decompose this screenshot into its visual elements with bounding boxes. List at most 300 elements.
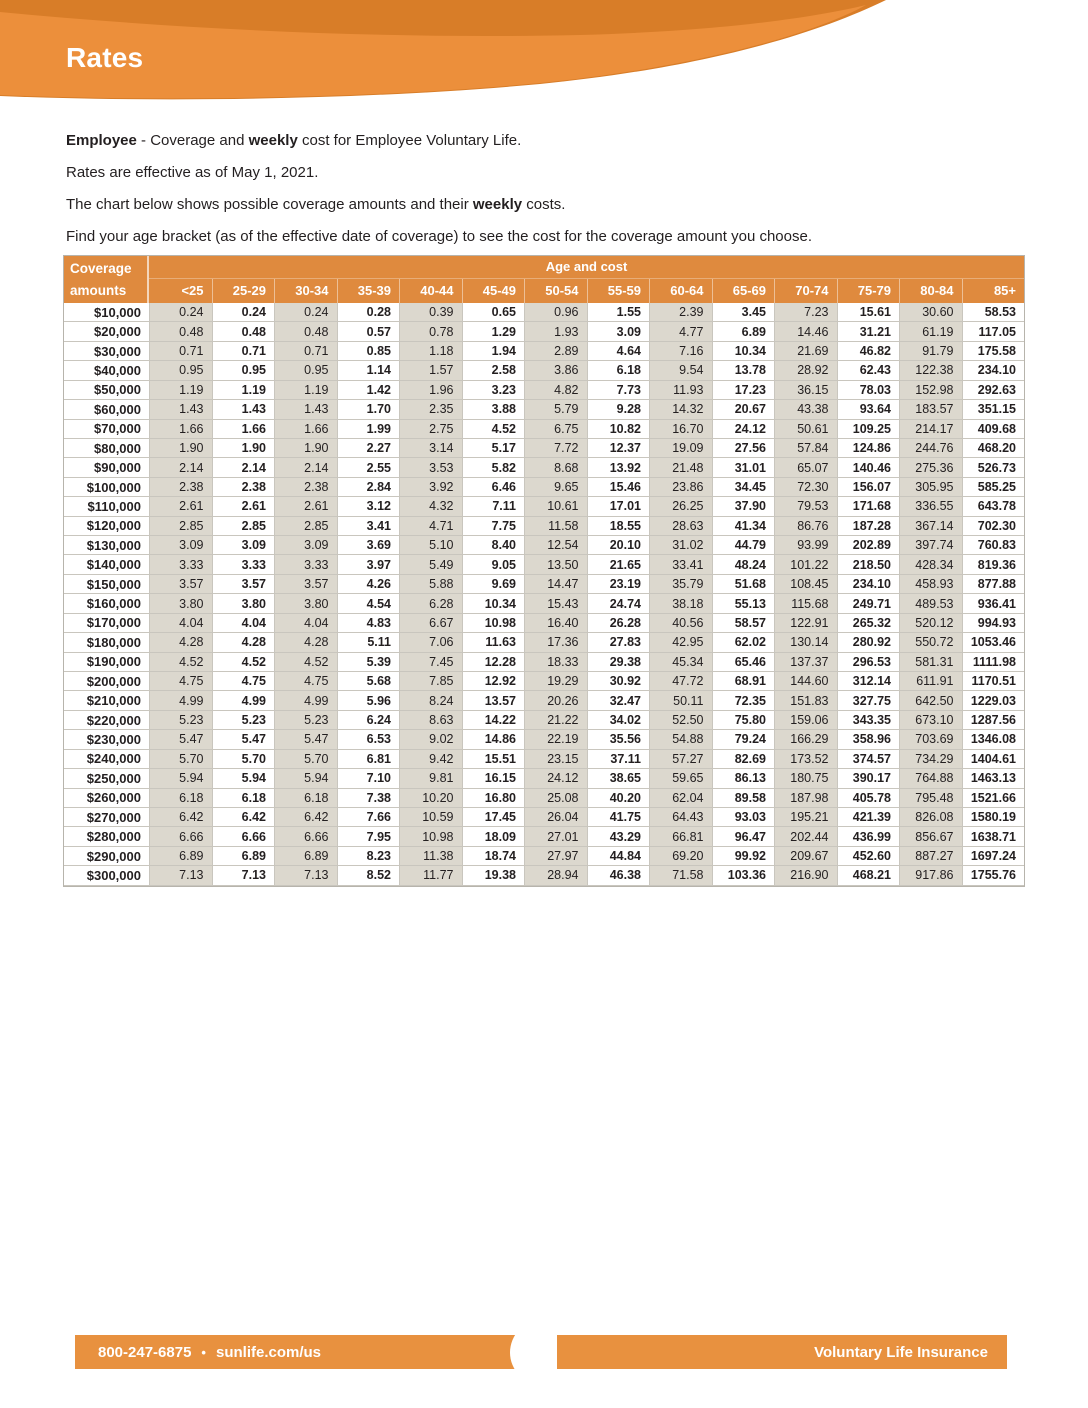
rate-cell: 27.01	[524, 827, 587, 846]
rate-cell: 8.63	[399, 711, 462, 730]
rate-cell: 64.43	[649, 808, 712, 827]
rate-cell: 6.89	[712, 322, 775, 341]
rate-cell: 14.47	[524, 575, 587, 594]
rate-cell: 122.38	[899, 361, 962, 380]
rate-cell: 3.09	[274, 536, 337, 555]
rate-cell: 15.46	[587, 478, 650, 497]
rate-cell: 51.68	[712, 575, 775, 594]
rate-cell: 5.96	[337, 691, 400, 710]
rate-cell: 4.04	[274, 614, 337, 633]
rate-cell: 57.27	[649, 750, 712, 769]
rate-cell: 4.77	[649, 322, 712, 341]
rate-cell: 4.28	[274, 633, 337, 652]
rate-cell: 351.15	[962, 400, 1025, 419]
rate-cell: 175.58	[962, 342, 1025, 361]
rate-cell: 183.57	[899, 400, 962, 419]
table-row	[64, 789, 1024, 808]
rate-cell: 234.10	[837, 575, 900, 594]
rate-cell: 764.88	[899, 769, 962, 788]
rate-cell: 65.07	[774, 458, 837, 477]
rate-cell: 452.60	[837, 847, 900, 866]
table-row	[64, 517, 1024, 536]
rate-cell: 28.94	[524, 866, 587, 885]
rate-cell: 28.63	[649, 517, 712, 536]
rate-cell: 5.23	[212, 711, 275, 730]
rate-cell: 38.65	[587, 769, 650, 788]
rate-cell: 23.19	[587, 575, 650, 594]
rate-cell: 13.78	[712, 361, 775, 380]
age-bracket-header-row	[149, 279, 1024, 303]
coverage-amount-cell: $120,000	[64, 517, 149, 536]
rate-cell: 11.58	[524, 517, 587, 536]
rate-cell: 305.95	[899, 478, 962, 497]
rate-cell: 6.89	[149, 847, 212, 866]
rate-cell: 20.10	[587, 536, 650, 555]
rate-cell: 643.78	[962, 497, 1025, 516]
rate-cell: 6.24	[337, 711, 400, 730]
rate-cell: 3.57	[212, 575, 275, 594]
rate-cell: 1.66	[212, 420, 275, 439]
rate-cell: 1.29	[462, 322, 525, 341]
rate-cell: 47.72	[649, 672, 712, 691]
rate-cell: 6.75	[524, 420, 587, 439]
rate-cell: 34.45	[712, 478, 775, 497]
coverage-amount-cell: $40,000	[64, 361, 149, 380]
rate-cell: 3.57	[274, 575, 337, 594]
rate-cell: 24.12	[712, 420, 775, 439]
age-header-80-84: 80-84	[899, 279, 962, 303]
rate-cell: 18.09	[462, 827, 525, 846]
rate-cell: 19.09	[649, 439, 712, 458]
rate-cell: 30.60	[899, 303, 962, 322]
rate-cell: 1.19	[149, 381, 212, 400]
rate-cell: 5.23	[274, 711, 337, 730]
table-row	[64, 808, 1024, 827]
rate-cell: 312.14	[837, 672, 900, 691]
rate-cell: 3.33	[212, 555, 275, 574]
table-header	[64, 256, 1024, 303]
rate-cell: 218.50	[837, 555, 900, 574]
rate-cell: 27.97	[524, 847, 587, 866]
rate-cell: 4.32	[399, 497, 462, 516]
rate-cell: 6.28	[399, 594, 462, 613]
table-row	[64, 342, 1024, 361]
coverage-amount-cell: $300,000	[64, 866, 149, 885]
rate-cell: 109.25	[837, 420, 900, 439]
rate-cell: 4.75	[274, 672, 337, 691]
rate-cell: 0.24	[274, 303, 337, 322]
rate-cell: 887.27	[899, 847, 962, 866]
rate-cell: 6.81	[337, 750, 400, 769]
coverage-amount-cell: $140,000	[64, 555, 149, 574]
rate-cell: 1053.46	[962, 633, 1025, 652]
rate-cell: 0.71	[212, 342, 275, 361]
rate-cell: 6.66	[149, 827, 212, 846]
rate-cell: 28.92	[774, 361, 837, 380]
rate-cell: 4.52	[462, 420, 525, 439]
rate-cell: 1755.76	[962, 866, 1025, 885]
rate-cell: 19.29	[524, 672, 587, 691]
rate-cell: 2.38	[149, 478, 212, 497]
rate-cell: 82.69	[712, 750, 775, 769]
age-header-50-54: 50-54	[524, 279, 587, 303]
rate-cell: 41.34	[712, 517, 775, 536]
rate-cell: 72.30	[774, 478, 837, 497]
rate-cell: 2.14	[212, 458, 275, 477]
rate-cell: 5.88	[399, 575, 462, 594]
rate-cell: 5.47	[274, 730, 337, 749]
rate-cell: 144.60	[774, 672, 837, 691]
rate-cell: 3.23	[462, 381, 525, 400]
rate-cell: 26.25	[649, 497, 712, 516]
rate-cell: 2.61	[149, 497, 212, 516]
rate-cell: 4.82	[524, 381, 587, 400]
rate-cell: 1.19	[212, 381, 275, 400]
rate-cell: 9.28	[587, 400, 650, 419]
coverage-amount-cell: $190,000	[64, 653, 149, 672]
rate-cell: 9.05	[462, 555, 525, 574]
rate-cell: 819.36	[962, 555, 1025, 574]
rate-cell: 124.86	[837, 439, 900, 458]
rate-cell: 12.54	[524, 536, 587, 555]
rate-cell: 5.68	[337, 672, 400, 691]
rate-cell: 32.47	[587, 691, 650, 710]
rate-cell: 5.82	[462, 458, 525, 477]
rate-cell: 6.18	[149, 789, 212, 808]
rate-cell: 7.72	[524, 439, 587, 458]
rate-cell: 7.73	[587, 381, 650, 400]
rate-cell: 0.78	[399, 322, 462, 341]
rate-cell: 1.90	[212, 439, 275, 458]
rate-cell: 26.28	[587, 614, 650, 633]
rate-cell: 9.42	[399, 750, 462, 769]
coverage-amount-cell: $50,000	[64, 381, 149, 400]
coverage-amount-cell: $60,000	[64, 400, 149, 419]
rate-cell: 66.81	[649, 827, 712, 846]
rate-cell: 37.90	[712, 497, 775, 516]
rate-cell: 14.86	[462, 730, 525, 749]
rate-cell: 3.09	[149, 536, 212, 555]
rate-cell: 25.08	[524, 789, 587, 808]
rate-cell: 27.83	[587, 633, 650, 652]
rate-cell: 10.82	[587, 420, 650, 439]
rate-cell: 5.94	[149, 769, 212, 788]
rate-cell: 436.99	[837, 827, 900, 846]
footer-bullet-separator: •	[201, 1344, 206, 1360]
rate-cell: 24.74	[587, 594, 650, 613]
rate-cell: 409.68	[962, 420, 1025, 439]
rate-cell: 0.95	[274, 361, 337, 380]
rate-cell: 7.13	[149, 866, 212, 885]
intro-line-4: Find your age bracket (as of the effective date of coverage) to see the cost for the coverage amount you choose.	[66, 228, 812, 245]
table-row	[64, 420, 1024, 439]
rate-cell: 68.91	[712, 672, 775, 691]
coverage-amount-cell: $150,000	[64, 575, 149, 594]
coverage-amount-cell: $270,000	[64, 808, 149, 827]
rate-cell: 0.95	[212, 361, 275, 380]
table-row	[64, 555, 1024, 574]
rate-cell: 16.40	[524, 614, 587, 633]
rate-cell: 15.51	[462, 750, 525, 769]
rate-cell: 11.93	[649, 381, 712, 400]
rate-cell: 6.42	[212, 808, 275, 827]
coverage-amount-cell: $80,000	[64, 439, 149, 458]
rate-cell: 9.81	[399, 769, 462, 788]
rate-cell: 6.89	[274, 847, 337, 866]
rate-cell: 1638.71	[962, 827, 1025, 846]
rate-cell: 1287.56	[962, 711, 1025, 730]
rate-cell: 180.75	[774, 769, 837, 788]
rate-cell: 46.38	[587, 866, 650, 885]
age-header-35-39: 35-39	[337, 279, 400, 303]
rate-cell: 5.94	[212, 769, 275, 788]
rate-cell: 23.15	[524, 750, 587, 769]
table-row	[64, 691, 1024, 710]
rate-cell: 10.59	[399, 808, 462, 827]
rate-cell: 0.48	[274, 322, 337, 341]
rate-cell: 1170.51	[962, 672, 1025, 691]
rate-cell: 137.37	[774, 653, 837, 672]
age-header-60-64: 60-64	[649, 279, 712, 303]
rate-cell: 1.43	[212, 400, 275, 419]
rate-cell: 14.22	[462, 711, 525, 730]
rate-cell: 3.33	[274, 555, 337, 574]
rate-cell: 27.56	[712, 439, 775, 458]
rate-cell: 11.77	[399, 866, 462, 885]
rate-cell: 936.41	[962, 594, 1025, 613]
rate-cell: 3.09	[212, 536, 275, 555]
rate-cell: 117.05	[962, 322, 1025, 341]
table-row	[64, 750, 1024, 769]
rate-cell: 10.34	[462, 594, 525, 613]
rate-cell: 6.46	[462, 478, 525, 497]
rate-cell: 327.75	[837, 691, 900, 710]
coverage-amount-cell: $160,000	[64, 594, 149, 613]
rate-cell: 468.20	[962, 439, 1025, 458]
rate-cell: 22.19	[524, 730, 587, 749]
rate-cell: 1.93	[524, 322, 587, 341]
age-header-<25: <25	[181, 283, 204, 298]
rate-cell: 0.65	[462, 303, 525, 322]
rate-cell: 79.53	[774, 497, 837, 516]
rate-cell: 7.13	[212, 866, 275, 885]
rate-cell: 96.47	[712, 827, 775, 846]
rate-cell: 140.46	[837, 458, 900, 477]
rate-cell: 0.71	[274, 342, 337, 361]
rate-cell: 1.18	[399, 342, 462, 361]
rate-cell: 994.93	[962, 614, 1025, 633]
coverage-amount-cell: $70,000	[64, 420, 149, 439]
rate-cell: 69.20	[649, 847, 712, 866]
rate-cell: 89.58	[712, 789, 775, 808]
rate-cell: 4.28	[212, 633, 275, 652]
rate-cell: 6.18	[274, 789, 337, 808]
coverage-amount-cell: $90,000	[64, 458, 149, 477]
rate-cell: 152.98	[899, 381, 962, 400]
rate-cell: 30.92	[587, 672, 650, 691]
rate-cell: 0.39	[399, 303, 462, 322]
rate-cell: 3.80	[274, 594, 337, 613]
rate-cell: 17.23	[712, 381, 775, 400]
rate-cell: 4.52	[212, 653, 275, 672]
rate-cell: 4.83	[337, 614, 400, 633]
rate-cell: 2.38	[212, 478, 275, 497]
rate-cell: 31.01	[712, 458, 775, 477]
age-header-40-44: 40-44	[399, 279, 462, 303]
rate-cell: 13.50	[524, 555, 587, 574]
rate-cell: 367.14	[899, 517, 962, 536]
rate-cell: 171.68	[837, 497, 900, 516]
rate-cell: 45.34	[649, 653, 712, 672]
rate-cell: 44.84	[587, 847, 650, 866]
rate-cell: 6.89	[212, 847, 275, 866]
table-row	[64, 730, 1024, 749]
rate-cell: 5.94	[274, 769, 337, 788]
rate-cell: 249.71	[837, 594, 900, 613]
rate-cell: 2.55	[337, 458, 400, 477]
rate-cell: 1.55	[587, 303, 650, 322]
rate-cell: 4.26	[337, 575, 400, 594]
rate-cell: 55.13	[712, 594, 775, 613]
rate-cell: 79.24	[712, 730, 775, 749]
coverage-amount-cell: $260,000	[64, 789, 149, 808]
header-banner	[0, 0, 1088, 115]
rate-cell: 1.57	[399, 361, 462, 380]
rate-cell: 3.97	[337, 555, 400, 574]
rate-cell: 58.57	[712, 614, 775, 633]
rate-cell: 21.22	[524, 711, 587, 730]
rate-cell: 9.65	[524, 478, 587, 497]
rate-cell: 4.04	[212, 614, 275, 633]
rate-cell: 108.45	[774, 575, 837, 594]
rate-cell: 46.82	[837, 342, 900, 361]
coverage-amount-cell: $290,000	[64, 847, 149, 866]
rate-cell: 103.36	[712, 866, 775, 885]
rate-cell: 8.23	[337, 847, 400, 866]
rate-cell: 93.03	[712, 808, 775, 827]
rate-cell: 5.79	[524, 400, 587, 419]
age-header-55-59: 55-59	[587, 279, 650, 303]
rate-cell: 17.01	[587, 497, 650, 516]
coverage-amount-cell: $230,000	[64, 730, 149, 749]
rate-cell: 468.21	[837, 866, 900, 885]
rate-cell: 21.65	[587, 555, 650, 574]
rate-cell: 0.85	[337, 342, 400, 361]
rate-cell: 1.14	[337, 361, 400, 380]
rate-cell: 54.88	[649, 730, 712, 749]
rate-cell: 2.84	[337, 478, 400, 497]
table-body	[64, 303, 1024, 886]
rate-cell: 856.67	[899, 827, 962, 846]
rate-cell: 2.39	[649, 303, 712, 322]
rate-cell: 40.20	[587, 789, 650, 808]
rate-cell: 195.21	[774, 808, 837, 827]
intro-employee-label: Employee	[66, 132, 137, 149]
coverage-amount-cell: $180,000	[64, 633, 149, 652]
rate-cell: 36.15	[774, 381, 837, 400]
rate-cell: 3.14	[399, 439, 462, 458]
rate-cell: 2.14	[149, 458, 212, 477]
rate-cell: 6.18	[212, 789, 275, 808]
rate-cell: 6.67	[399, 614, 462, 633]
rate-cell: 26.04	[524, 808, 587, 827]
rate-cell: 78.03	[837, 381, 900, 400]
rate-cell: 520.12	[899, 614, 962, 633]
table-row	[64, 536, 1024, 555]
rate-cell: 62.02	[712, 633, 775, 652]
rate-cell: 1111.98	[962, 653, 1025, 672]
rate-cell: 166.29	[774, 730, 837, 749]
coverage-amounts-header: Coverage amounts	[64, 256, 149, 303]
rate-cell: 9.02	[399, 730, 462, 749]
rate-cell: 5.47	[212, 730, 275, 749]
rate-cell: 1.66	[274, 420, 337, 439]
rate-cell: 209.67	[774, 847, 837, 866]
rate-cell: 673.10	[899, 711, 962, 730]
rate-cell: 1521.66	[962, 789, 1025, 808]
rate-cell: 1.96	[399, 381, 462, 400]
rate-cell: 3.92	[399, 478, 462, 497]
rate-cell: 3.57	[149, 575, 212, 594]
intro-line-3: The chart below shows possible coverage amounts and their weekly costs.	[66, 196, 566, 213]
rate-cell: 6.66	[212, 827, 275, 846]
coverage-amount-cell: $280,000	[64, 827, 149, 846]
rate-cell: 7.95	[337, 827, 400, 846]
rate-cell: 374.57	[837, 750, 900, 769]
rates-table	[63, 255, 1025, 887]
rate-cell: 93.99	[774, 536, 837, 555]
rate-cell: 8.40	[462, 536, 525, 555]
rate-cell: 275.36	[899, 458, 962, 477]
rate-cell: 1346.08	[962, 730, 1025, 749]
age-header-45-49: 45-49	[462, 279, 525, 303]
rate-cell: 2.85	[274, 517, 337, 536]
rate-cell: 16.80	[462, 789, 525, 808]
intro-line-1: Employee - Coverage and weekly cost for Employee Voluntary Life.	[66, 132, 522, 149]
rate-cell: 2.61	[212, 497, 275, 516]
rate-cell: 62.43	[837, 361, 900, 380]
rate-cell: 7.75	[462, 517, 525, 536]
rate-cell: 31.02	[649, 536, 712, 555]
rate-cell: 4.52	[274, 653, 337, 672]
intro-section	[66, 131, 1026, 259]
rate-cell: 405.78	[837, 789, 900, 808]
rate-cell: 3.45	[712, 303, 775, 322]
rate-cell: 7.85	[399, 672, 462, 691]
rate-cell: 202.89	[837, 536, 900, 555]
coverage-amount-cell: $30,000	[64, 342, 149, 361]
rate-cell: 2.14	[274, 458, 337, 477]
rate-cell: 7.45	[399, 653, 462, 672]
rate-cell: 156.07	[837, 478, 900, 497]
rate-cell: 44.79	[712, 536, 775, 555]
rate-cell: 3.12	[337, 497, 400, 516]
rate-cell: 21.69	[774, 342, 837, 361]
rate-cell: 7.38	[337, 789, 400, 808]
rate-cell: 159.06	[774, 711, 837, 730]
rate-cell: 877.88	[962, 575, 1025, 594]
rate-cell: 18.55	[587, 517, 650, 536]
rate-cell: 42.95	[649, 633, 712, 652]
table-row	[64, 458, 1024, 477]
table-row	[64, 711, 1024, 730]
rate-cell: 14.46	[774, 322, 837, 341]
rate-cell: 59.65	[649, 769, 712, 788]
rate-cell: 3.41	[337, 517, 400, 536]
coverage-amount-cell: $210,000	[64, 691, 149, 710]
rate-cell: 5.70	[212, 750, 275, 769]
rate-cell: 11.38	[399, 847, 462, 866]
